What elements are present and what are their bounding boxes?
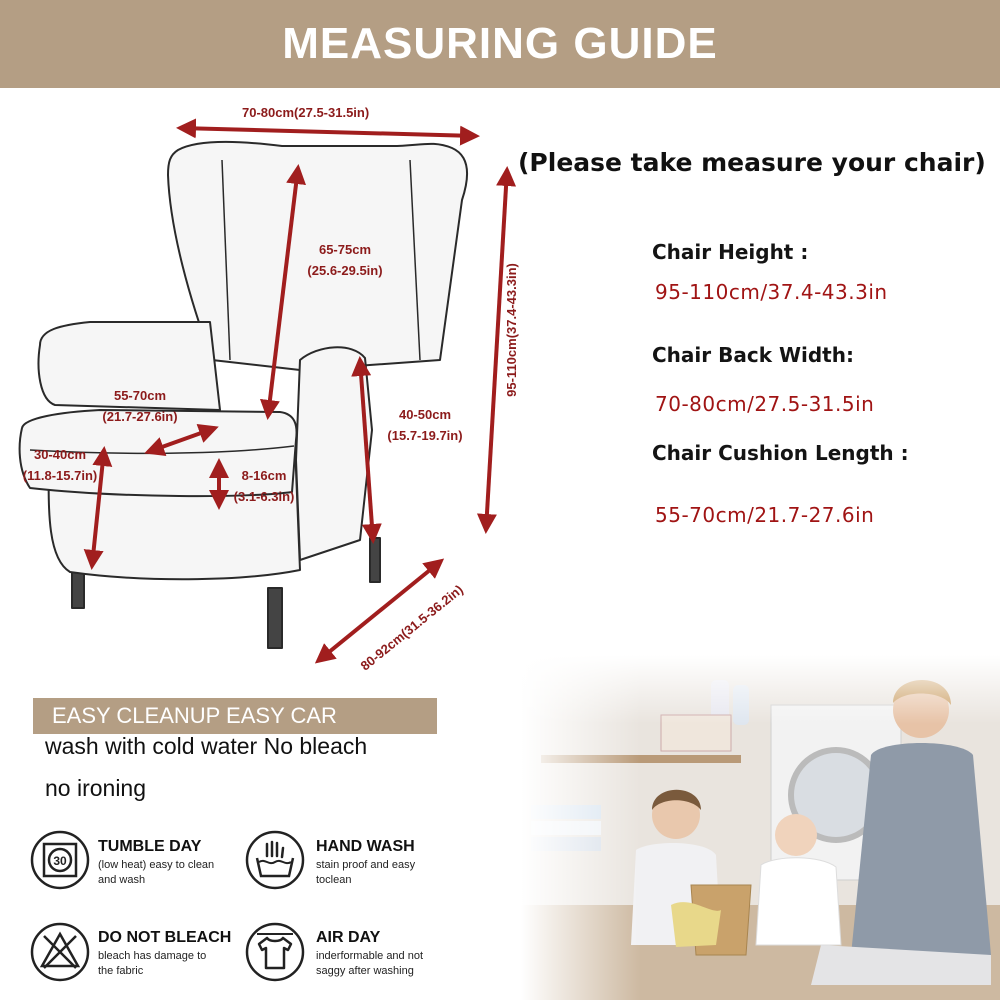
tumble-dry-icon xyxy=(30,830,90,890)
care-desc-air-dry-1: inderformable and not xyxy=(316,950,424,962)
family-laundry-photo xyxy=(521,655,1000,1000)
care-desc-tumble-2: and wash xyxy=(98,874,146,886)
arm-height-in-label: (15.7-19.7in) xyxy=(387,428,463,443)
care-desc-hand-wash-2: toclean xyxy=(316,874,352,886)
spec-value-cushion-length: 55-70cm/21.7-27.6in xyxy=(655,503,875,527)
care-desc-no-bleach-1: bleach has damage to xyxy=(98,950,207,962)
tumble-dry-temp: 30 xyxy=(53,854,67,868)
back-height-in-label: (25.6-29.5in) xyxy=(307,263,383,278)
spec-value-chair-height: 95-110cm/37.4-43.3in xyxy=(655,280,888,304)
chair-leg xyxy=(268,588,282,648)
care-title-no-bleach: DO NOT BLEACH xyxy=(98,929,232,946)
care-title-air-dry: AIR DAY xyxy=(316,929,381,946)
care-desc-hand-wash-1: stain proof and easy xyxy=(316,859,416,871)
page-title: MEASURING GUIDE xyxy=(282,19,718,68)
spec-value-back-width: 70-80cm/27.5-31.5in xyxy=(655,392,875,416)
care-line-ironing: no ironing xyxy=(45,775,147,801)
care-desc-no-bleach-2: the fabric xyxy=(98,965,144,977)
seat-height-cm-label: 30-40cm xyxy=(33,447,87,462)
care-desc-air-dry-2: saggy after washing xyxy=(316,965,414,977)
care-line-wash: wash with cold water No bleach xyxy=(45,733,368,759)
overall-width-label: 80-92cm(31.5-36.2in) xyxy=(357,581,466,674)
spec-label-cushion-length: Chair Cushion Length : xyxy=(652,441,909,465)
chair-height-label: 95-110cm(37.4-43.3in) xyxy=(504,263,519,397)
cushion-length-cm-label: 55-70cm xyxy=(113,388,167,403)
back-width-label: 70-80cm(27.5-31.5in) xyxy=(242,105,370,120)
no-bleach-icon xyxy=(30,922,90,982)
arm-height-cm-label: 40-50cm xyxy=(398,407,452,422)
chair-leg xyxy=(370,538,380,582)
cushion-thickness-in-label: (3.1-6.3in) xyxy=(233,489,295,504)
cushion-thickness-cm-label: 8-16cm xyxy=(241,468,287,483)
spec-label-back-width: Chair Back Width: xyxy=(652,343,854,367)
spec-label-chair-height: Chair Height : xyxy=(652,240,809,264)
cushion-length-in-label: (21.7-27.6in) xyxy=(102,409,178,424)
air-dry-icon xyxy=(245,922,305,982)
care-title-hand-wash: HAND WASH xyxy=(316,838,415,855)
care-banner-text: EASY CLEANUP EASY CAR xyxy=(52,703,337,728)
care-desc-tumble-1: (low heat) easy to clean xyxy=(98,859,215,871)
back-height-cm-label: 65-75cm xyxy=(318,242,372,257)
back-width-arrow xyxy=(180,128,476,136)
care-title-tumble: TUMBLE DAY xyxy=(98,838,202,855)
hand-wash-icon xyxy=(245,830,305,890)
seat-height-in-label: (11.8-15.7in) xyxy=(22,468,98,483)
measure-note: (Please take measure your chair) xyxy=(518,148,986,177)
